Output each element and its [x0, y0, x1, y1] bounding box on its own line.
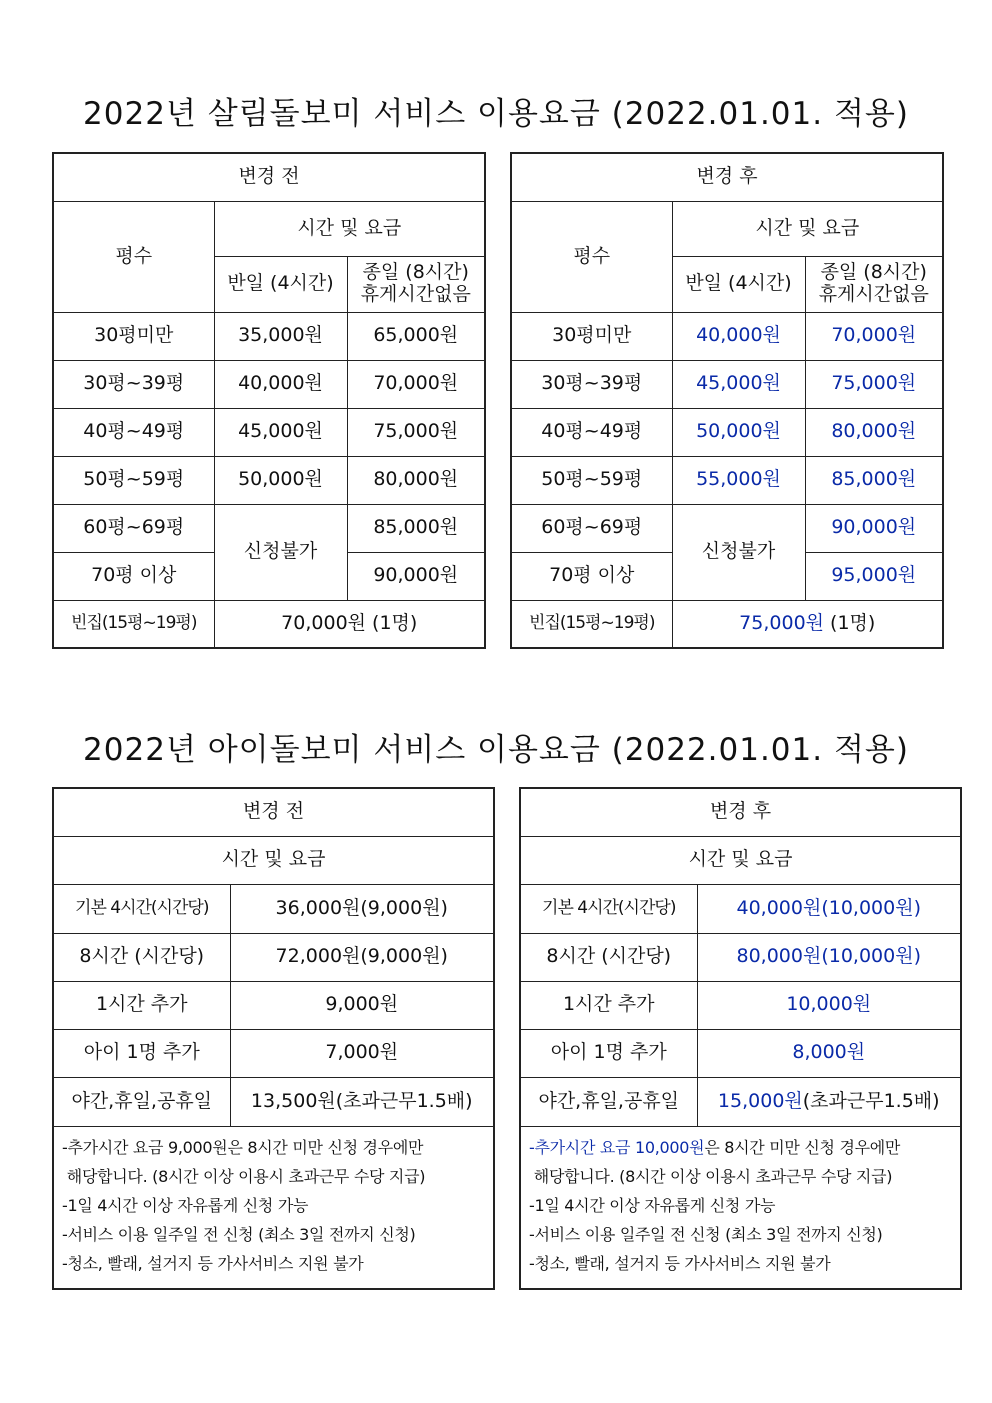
empty-house-fee: 75,000원 (1명): [672, 600, 943, 648]
note-line: -서비스 이용 일주일 전 신청 (최소 3일 전까지 신청): [62, 1224, 416, 1244]
column-header-full-day: 종일 (8시간) 휴게시간없음: [805, 256, 943, 312]
row-label: 1시간 추가: [53, 981, 230, 1029]
table-header: 변경 후: [511, 153, 943, 201]
area-cell: 70평 이상: [53, 552, 214, 600]
table-row: [520, 981, 961, 1029]
table-row: [53, 1029, 494, 1077]
row-value: 8,000원: [697, 1029, 961, 1077]
row-label: 야간,휴일,공휴일: [520, 1077, 697, 1126]
note-line: -추가시간 요금 10,000원은 8시간 미만 신청 경우에만: [529, 1137, 901, 1157]
empty-house-fee: 70,000원 (1명): [214, 600, 485, 648]
table-row: [53, 456, 485, 504]
sallim-title: 2022년 살림돌보미 서비스 이용요금 (2022.01.01. 적용): [83, 96, 909, 132]
column-header-area: 평수: [53, 201, 214, 312]
column-header-time-fee: 시간 및 요금: [672, 201, 943, 256]
full-fee-cell: 90,000원: [347, 552, 485, 600]
column-header-time-fee: 시간 및 요금: [214, 201, 485, 256]
half-fee-cell: 45,000원: [214, 408, 347, 456]
full-fee-cell: 65,000원: [347, 312, 485, 360]
row-value: 10,000원: [697, 981, 961, 1029]
half-fee-cell: 40,000원: [214, 360, 347, 408]
table-header: 변경 후: [520, 788, 961, 836]
child-after-table: [519, 787, 962, 1290]
half-fee-cell: 40,000원: [672, 312, 805, 360]
note-line: -1일 4시간 이상 자유롭게 신청 가능: [529, 1195, 776, 1215]
column-header-area: 평수: [511, 201, 672, 312]
child-title: 2022년 아이돌보미 서비스 이용요금 (2022.01.01. 적용): [83, 732, 909, 768]
notes-block: [53, 1126, 494, 1289]
table-row: [53, 1077, 494, 1126]
column-header-half-day: 반일 (4시간): [214, 256, 347, 312]
full-fee-cell: 85,000원: [347, 504, 485, 552]
table-row: [53, 408, 485, 456]
table-row: [53, 600, 485, 648]
row-label: 기본 4시간(시간당): [53, 884, 230, 933]
column-header-full-day: 종일 (8시간) 휴게시간없음: [347, 256, 485, 312]
row-label: 아이 1명 추가: [53, 1029, 230, 1077]
note-line: 해당합니다. (8시간 이상 이용시 초과근무 수당 지급): [529, 1166, 893, 1186]
area-cell: 50평~59평: [53, 456, 214, 504]
full-fee-cell: 70,000원: [347, 360, 485, 408]
area-cell: 30평~39평: [53, 360, 214, 408]
sallim-before-table: [52, 152, 486, 649]
row-label: 8시간 (시간당): [53, 933, 230, 981]
table-row: [53, 504, 485, 552]
table-row: [520, 933, 961, 981]
not-available-cell: 신청불가: [672, 504, 805, 600]
table-row: [511, 504, 943, 552]
table-row: [511, 312, 943, 360]
column-header-time-fee: 시간 및 요금: [520, 836, 961, 884]
table-row: [511, 600, 943, 648]
half-fee-cell: 35,000원: [214, 312, 347, 360]
table-row: [53, 312, 485, 360]
note-line: -청소, 빨래, 설거지 등 가사서비스 지원 불가: [62, 1253, 364, 1273]
full-fee-cell: 95,000원: [805, 552, 943, 600]
notes-block: [520, 1126, 961, 1289]
note-line: -추가시간 요금 9,000원은 8시간 미만 신청 경우에만: [62, 1137, 424, 1157]
table-row: [520, 1077, 961, 1126]
column-header-time-fee: 시간 및 요금: [53, 836, 494, 884]
empty-house-label: 빈집(15평~19평): [53, 600, 214, 648]
row-value: 9,000원: [230, 981, 494, 1029]
full-fee-cell: 80,000원: [347, 456, 485, 504]
area-cell: 30평미만: [53, 312, 214, 360]
row-value: 36,000원(9,000원): [230, 884, 494, 933]
half-fee-cell: 50,000원: [672, 408, 805, 456]
row-label: 8시간 (시간당): [520, 933, 697, 981]
table-row: [53, 360, 485, 408]
full-fee-cell: 85,000원: [805, 456, 943, 504]
area-cell: 30평미만: [511, 312, 672, 360]
half-fee-cell: 55,000원: [672, 456, 805, 504]
row-value: 40,000원(10,000원): [697, 884, 961, 933]
row-label: 아이 1명 추가: [520, 1029, 697, 1077]
row-label: 야간,휴일,공휴일: [53, 1077, 230, 1126]
note-line: 해당합니다. (8시간 이상 이용시 초과근무 수당 지급): [62, 1166, 426, 1186]
sallim-after-table: [510, 152, 944, 649]
row-label: 기본 4시간(시간당): [520, 884, 697, 933]
table-header: 변경 전: [53, 788, 494, 836]
area-cell: 40평~49평: [511, 408, 672, 456]
area-cell: 60평~69평: [511, 504, 672, 552]
table-row: [53, 884, 494, 933]
full-fee-cell: 75,000원: [347, 408, 485, 456]
row-value: 13,500원(초과근무1.5배): [230, 1077, 494, 1126]
table-row: [53, 981, 494, 1029]
row-value: 80,000원(10,000원): [697, 933, 961, 981]
area-cell: 50평~59평: [511, 456, 672, 504]
row-value: 72,000원(9,000원): [230, 933, 494, 981]
note-line: -청소, 빨래, 설거지 등 가사서비스 지원 불가: [529, 1253, 831, 1273]
full-fee-cell: 70,000원: [805, 312, 943, 360]
half-fee-cell: 50,000원: [214, 456, 347, 504]
full-fee-cell: 90,000원: [805, 504, 943, 552]
area-cell: 40평~49평: [53, 408, 214, 456]
area-cell: 30평~39평: [511, 360, 672, 408]
note-line: -1일 4시간 이상 자유롭게 신청 가능: [62, 1195, 309, 1215]
table-row: [511, 408, 943, 456]
table-row: [520, 1029, 961, 1077]
row-label: 1시간 추가: [520, 981, 697, 1029]
note-line: -서비스 이용 일주일 전 신청 (최소 3일 전까지 신청): [529, 1224, 883, 1244]
table-row: [53, 933, 494, 981]
table-row: [511, 456, 943, 504]
full-fee-cell: 75,000원: [805, 360, 943, 408]
table-header: 변경 전: [53, 153, 485, 201]
empty-house-label: 빈집(15평~19평): [511, 600, 672, 648]
row-value: 7,000원: [230, 1029, 494, 1077]
row-value: 15,000원(초과근무1.5배): [697, 1077, 961, 1126]
full-fee-cell: 80,000원: [805, 408, 943, 456]
table-row: [520, 884, 961, 933]
table-row: [511, 360, 943, 408]
column-header-half-day: 반일 (4시간): [672, 256, 805, 312]
half-fee-cell: 45,000원: [672, 360, 805, 408]
child-before-table: [52, 787, 495, 1290]
area-cell: 70평 이상: [511, 552, 672, 600]
not-available-cell: 신청불가: [214, 504, 347, 600]
area-cell: 60평~69평: [53, 504, 214, 552]
